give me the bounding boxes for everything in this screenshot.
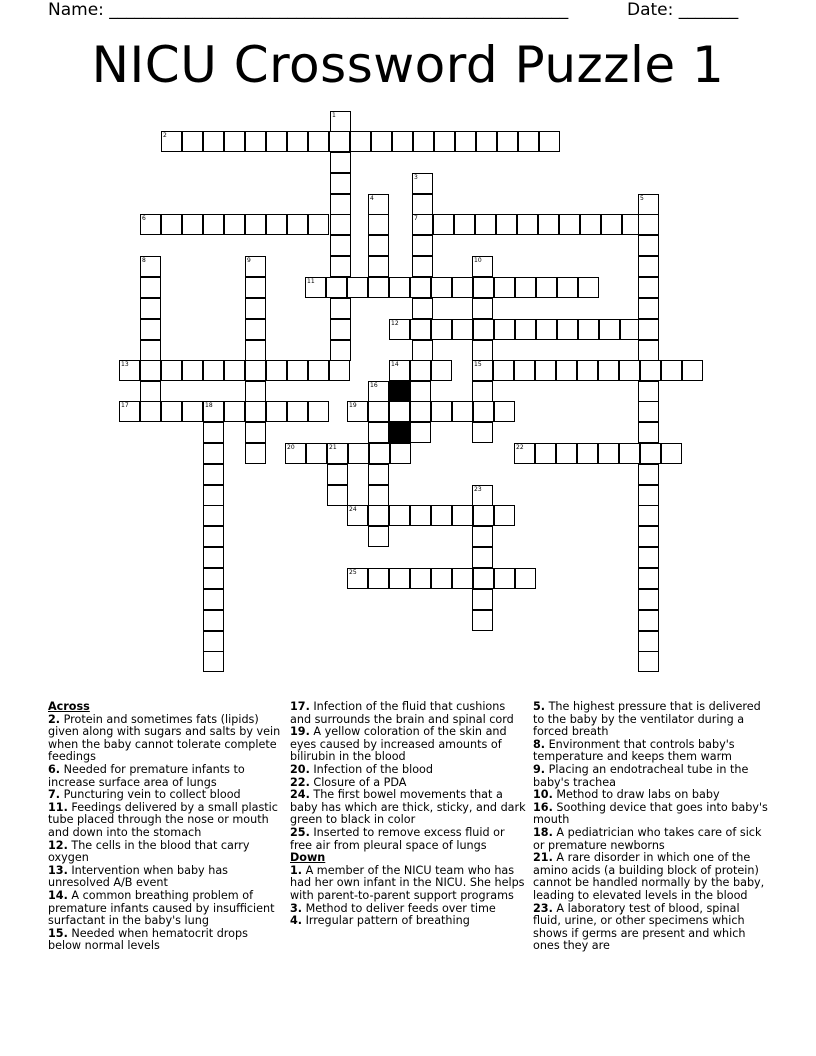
- grid-cell: [638, 298, 659, 319]
- grid-cell: [203, 401, 224, 422]
- grid-cell: [371, 131, 392, 152]
- grid-cell: [410, 360, 431, 381]
- clue-number: 24: [349, 506, 357, 513]
- grid-cell: [389, 319, 410, 340]
- grid-cell: [245, 360, 266, 381]
- grid-cell: [619, 360, 640, 381]
- grid-cell: [638, 256, 659, 277]
- grid-cell: [368, 485, 389, 506]
- grid-cell: [327, 443, 348, 464]
- grid-cell: [598, 360, 619, 381]
- grid-cell: [638, 464, 659, 485]
- grid-cell: [329, 360, 350, 381]
- grid-cell: [140, 319, 161, 340]
- clue-number: 5: [640, 195, 644, 202]
- grid-cell: [536, 319, 557, 340]
- grid-cell: [368, 505, 389, 526]
- down-clue-list-continued: [533, 701, 769, 953]
- grid-cell: [245, 422, 266, 443]
- clue-number: 4: [370, 195, 374, 202]
- grid-cell: [182, 214, 203, 235]
- clue-item: 3. Method to deliver feeds over time: [290, 901, 496, 915]
- grid-cell: [140, 401, 161, 422]
- grid-cell: [410, 401, 431, 422]
- grid-cell: [538, 214, 559, 235]
- grid-cell: [161, 360, 182, 381]
- clue-number: 12: [391, 320, 399, 327]
- clue-item: 20. Infection of the blood: [290, 762, 433, 776]
- grid-cell: [368, 277, 389, 298]
- grid-cell: [410, 277, 431, 298]
- grid-cell: [368, 235, 389, 256]
- grid-cell: [330, 256, 351, 277]
- grid-cell: [517, 214, 538, 235]
- grid-cell: [454, 214, 475, 235]
- grid-cell: [473, 401, 494, 422]
- grid-cell: [330, 214, 351, 235]
- grid-cell: [473, 568, 494, 589]
- clue-item: 9. Placing an endotracheal tube in the baby's trachea: [533, 762, 749, 789]
- grid-cell: [368, 526, 389, 547]
- grid-cell: [245, 340, 266, 361]
- clue-item: 6. Needed for premature infants to increase surface area of lungs: [48, 762, 245, 789]
- grid-cell: [434, 131, 455, 152]
- grid-cell: [580, 214, 601, 235]
- clues-column-2: [290, 701, 526, 928]
- clue-number: 6: [142, 215, 146, 222]
- grid-cell: [245, 381, 266, 402]
- grid-cell: [389, 568, 410, 589]
- grid-cell: [494, 277, 515, 298]
- grid-cell: [245, 401, 266, 422]
- grid-cell: [638, 631, 659, 652]
- clue-item: 14. A common breathing problem of premature infants caused by insufficient surfactant in the baby's lung: [48, 888, 275, 928]
- grid-cell: [224, 214, 245, 235]
- grid-cell: [472, 256, 493, 277]
- grid-cell: [619, 443, 640, 464]
- grid-cell: [638, 194, 659, 215]
- grid-cell: [330, 298, 351, 319]
- grid-cell: [245, 277, 266, 298]
- grid-cell: [497, 131, 518, 152]
- grid-cell: [330, 340, 351, 361]
- grid-cell: [368, 214, 389, 235]
- grid-cell: [536, 277, 557, 298]
- grid-cell: [475, 214, 496, 235]
- grid-cell: [431, 319, 452, 340]
- grid-cell: [638, 568, 659, 589]
- clue-item: 24. The first bowel movements that a baby has which are thick, sticky, and dark green to black in color: [290, 788, 526, 827]
- grid-cell: [539, 131, 560, 152]
- grid-cell: [638, 485, 659, 506]
- grid-cell: [203, 568, 224, 589]
- grid-cell: [140, 360, 161, 381]
- grid-cell: [578, 277, 599, 298]
- clue-item: 8. Environment that controls baby's temperature and keeps them warm: [533, 737, 735, 764]
- grid-cell: [161, 214, 182, 235]
- grid-cell: [203, 610, 224, 631]
- grid-cell: [412, 340, 433, 361]
- grid-cell: [203, 651, 224, 672]
- clue-number: 20: [287, 444, 295, 451]
- grid-cell: [287, 360, 308, 381]
- grid-cell: [557, 319, 578, 340]
- grid-cell: [455, 131, 476, 152]
- grid-cell: [638, 340, 659, 361]
- grid-cell: [496, 214, 517, 235]
- grid-cell: [308, 360, 329, 381]
- clue-number: 15: [474, 361, 482, 368]
- grid-cell: [308, 401, 329, 422]
- clue-number: 3: [414, 174, 418, 181]
- grid-cell: [638, 651, 659, 672]
- across-clue-list-continued: [290, 701, 526, 852]
- grid-cell: [412, 214, 433, 235]
- grid-cell: [330, 173, 351, 194]
- grid-cell: [245, 214, 266, 235]
- date-line: Date: _______: [627, 0, 739, 20]
- grid-cell: [514, 360, 535, 381]
- grid-cell: [431, 360, 452, 381]
- grid-cell: [412, 194, 433, 215]
- grid-cell: [472, 589, 493, 610]
- grid-cell: [638, 319, 659, 340]
- grid-cell: [410, 505, 431, 526]
- grid-cell: [493, 360, 514, 381]
- clue-number: 23: [474, 486, 482, 493]
- clue-number: 9: [247, 257, 251, 264]
- grid-cell: [347, 568, 368, 589]
- clue-item: 21. A rare disorder in which one of the amino acids (a building block of protein) cannot be handled normally by the baby, leading to elevated levels in the blood: [533, 851, 765, 902]
- grid-cell: [245, 131, 266, 152]
- grid-cell: [472, 610, 493, 631]
- grid-cell: [472, 298, 493, 319]
- grid-cell: [203, 526, 224, 547]
- grid-cell: [661, 360, 682, 381]
- grid-cell: [389, 505, 410, 526]
- grid-cell: [287, 214, 308, 235]
- grid-cell: [452, 568, 473, 589]
- grid-cell: [245, 298, 266, 319]
- grid-cell: [245, 319, 266, 340]
- grid-cell: [203, 505, 224, 526]
- grid-cell: [557, 277, 578, 298]
- grid-cell: [203, 485, 224, 506]
- grid-cell: [556, 443, 577, 464]
- grid-cell: [389, 401, 410, 422]
- grid-cell: [203, 214, 224, 235]
- grid-cell: [515, 568, 536, 589]
- grid-cell: [368, 256, 389, 277]
- grid-cell: [410, 319, 431, 340]
- clue-number: 7: [414, 215, 418, 222]
- clue-number: 2: [163, 132, 167, 139]
- grid-cell: [224, 401, 245, 422]
- grid-cell: [203, 631, 224, 652]
- grid-cell: [638, 505, 659, 526]
- grid-cell: [682, 360, 703, 381]
- clue-item: 15. Needed when hematocrit drops below normal levels: [48, 926, 248, 953]
- down-heading: Down: [290, 851, 326, 865]
- grid-cell: [308, 131, 329, 152]
- clue-item: 13. Intervention when baby has unresolved A/B event: [48, 863, 229, 890]
- clue-item: 22. Closure of a PDA: [290, 775, 407, 789]
- grid-cell: [410, 381, 431, 402]
- grid-cell: [559, 214, 580, 235]
- grid-cell: [601, 214, 622, 235]
- grid-cell: [514, 443, 535, 464]
- clue-number: 22: [516, 444, 524, 451]
- clue-item: 5. The highest pressure that is delivered to the baby by the ventilator during a forced breath: [533, 700, 761, 739]
- grid-cell: [638, 547, 659, 568]
- grid-cell: [327, 464, 348, 485]
- clue-item: 2. Protein and sometimes fats (lipids) given along with sugars and salts by vein when the baby cannot tolerate complete feedings: [48, 712, 281, 764]
- grid-cell: [494, 319, 515, 340]
- grid-cell: [599, 319, 620, 340]
- grid-cell: [494, 568, 515, 589]
- grid-cell: [224, 131, 245, 152]
- grid-cell: [140, 340, 161, 361]
- grid-cell: [330, 194, 351, 215]
- grid-cell: [347, 277, 368, 298]
- grid-cell: [515, 277, 536, 298]
- clue-number: 19: [349, 402, 357, 409]
- clue-number: 8: [142, 257, 146, 264]
- grid-cell: [535, 443, 556, 464]
- grid-cell: [369, 443, 390, 464]
- grid-cell: [452, 401, 473, 422]
- clue-number: 11: [307, 278, 315, 285]
- clues-column-1: [48, 701, 284, 953]
- grid-cell: [203, 589, 224, 610]
- grid-cell: [638, 214, 659, 235]
- grid-cell: [224, 360, 245, 381]
- grid-cell: [182, 401, 203, 422]
- grid-cell: [472, 526, 493, 547]
- grid-cell: [368, 194, 389, 215]
- grid-cell: [577, 443, 598, 464]
- across-heading: Across: [48, 700, 90, 713]
- grid-cell: [638, 277, 659, 298]
- clue-item: 1. A member of the NICU team who has had her own infant in the NICU. She helps with parent-to-parent support programs: [290, 863, 525, 902]
- grid-cell: [266, 360, 287, 381]
- grid-cell: [266, 131, 287, 152]
- grid-cell: [638, 381, 659, 402]
- grid-cell: [266, 214, 287, 235]
- grid-cell: [472, 340, 493, 361]
- grid-cell: [161, 401, 182, 422]
- grid-cell: [412, 298, 433, 319]
- clue-number: 18: [205, 402, 213, 409]
- clue-item: 10. Method to draw labs on baby: [533, 788, 720, 802]
- clue-item: 18. A pediatrician who takes care of sick or premature newborns: [533, 825, 762, 852]
- grid-cell: [638, 401, 659, 422]
- clue-number: 10: [474, 257, 482, 264]
- name-line: Name: ______________________________________________________: [48, 0, 569, 20]
- grid-cell: [203, 422, 224, 443]
- clue-number: 14: [391, 361, 399, 368]
- grid-cell: [431, 401, 452, 422]
- clue-item: 16. Soothing device that goes into baby's mouth: [533, 800, 768, 827]
- grid-cell: [330, 111, 351, 132]
- clue-item: 11. Feedings delivered by a small plastic tube placed through the nose or mouth and down into the stomach: [48, 800, 278, 839]
- clue-item: 19. A yellow coloration of the skin and eyes caused by increased amounts of bilirubin in the blood: [290, 725, 507, 764]
- grid-cell: [305, 277, 326, 298]
- grid-cell: [472, 422, 493, 443]
- clue-number: 1: [332, 112, 336, 119]
- grid-cell: [515, 319, 536, 340]
- grid-cell: [140, 277, 161, 298]
- grid-cell: [389, 360, 410, 381]
- grid-cell: [329, 131, 350, 152]
- grid-cell: [431, 568, 452, 589]
- grid-cell: [638, 235, 659, 256]
- grid-cell: [140, 381, 161, 402]
- clue-item: 25. Inserted to remove excess fluid or free air from pleural space of lungs: [290, 825, 505, 852]
- grid-cell: [640, 360, 661, 381]
- grid-cell: [535, 360, 556, 381]
- grid-cell: [494, 401, 515, 422]
- grid-cell: [140, 256, 161, 277]
- grid-cell: [245, 443, 266, 464]
- clue-number: 25: [349, 569, 357, 576]
- grid-cell: [452, 277, 473, 298]
- grid-cell: [203, 131, 224, 152]
- grid-cell: [347, 505, 368, 526]
- grid-cell: [348, 443, 369, 464]
- grid-cell: [330, 319, 351, 340]
- grid-cell: [203, 443, 224, 464]
- grid-cell: [410, 422, 431, 443]
- grid-cell: [266, 401, 287, 422]
- grid-cell: [390, 443, 411, 464]
- grid-cell: [431, 277, 452, 298]
- grid-cell: [410, 568, 431, 589]
- grid-cell: [368, 568, 389, 589]
- grid-cell: [661, 443, 682, 464]
- page-title: NICU Crossword Puzzle 1: [91, 36, 725, 94]
- grid-cell: [285, 443, 306, 464]
- grid-cell: [577, 360, 598, 381]
- grid-cell: [452, 319, 473, 340]
- grid-cell: [472, 360, 493, 381]
- grid-cell: [306, 443, 327, 464]
- grid-cell: [412, 235, 433, 256]
- grid-cell: [119, 401, 140, 422]
- grid-cell: [472, 381, 493, 402]
- grid-cell: [556, 360, 577, 381]
- grid-cell: [431, 505, 452, 526]
- across-clue-list: [48, 714, 284, 953]
- black-cell: [389, 381, 410, 402]
- grid-cell: [308, 214, 329, 235]
- grid-cell: [203, 547, 224, 568]
- clue-item: 23. A laboratory test of blood, spinal fluid, urine, or other specimens which shows if germs are present and which ones they are: [533, 901, 746, 953]
- clue-item: 17. Infection of the fluid that cushions and surrounds the brain and spinal cord: [290, 700, 514, 726]
- grid-cell: [389, 277, 410, 298]
- grid-cell: [472, 547, 493, 568]
- grid-cell: [412, 256, 433, 277]
- clue-item: 12. The cells in the blood that carry oxygen: [48, 838, 250, 865]
- grid-cell: [203, 360, 224, 381]
- grid-cell: [245, 256, 266, 277]
- clues-column-3: [533, 701, 769, 953]
- grid-cell: [472, 485, 493, 506]
- grid-cell: [518, 131, 539, 152]
- grid-cell: [638, 589, 659, 610]
- grid-cell: [119, 360, 140, 381]
- clue-number: 17: [121, 402, 129, 409]
- grid-cell: [182, 131, 203, 152]
- clue-item: 4. Irregular pattern of breathing: [290, 914, 470, 928]
- grid-cell: [368, 401, 389, 422]
- grid-cell: [161, 131, 182, 152]
- grid-cell: [638, 610, 659, 631]
- clue-number: 16: [370, 382, 378, 389]
- grid-cell: [640, 443, 661, 464]
- clue-number: 21: [329, 444, 337, 451]
- grid-cell: [330, 235, 351, 256]
- grid-cell: [182, 360, 203, 381]
- grid-cell: [433, 214, 454, 235]
- grid-cell: [413, 131, 434, 152]
- grid-cell: [598, 443, 619, 464]
- grid-cell: [287, 131, 308, 152]
- grid-cell: [287, 401, 308, 422]
- clue-number: 13: [121, 361, 129, 368]
- grid-cell: [330, 152, 351, 173]
- down-clue-list: [290, 865, 526, 928]
- grid-cell: [473, 319, 494, 340]
- grid-cell: [473, 277, 494, 298]
- grid-cell: [638, 422, 659, 443]
- grid-cell: [638, 526, 659, 547]
- clue-item: 7. Puncturing vein to collect blood: [48, 788, 241, 802]
- grid-cell: [326, 277, 347, 298]
- grid-cell: [203, 464, 224, 485]
- grid-cell: [327, 485, 348, 506]
- grid-cell: [452, 505, 473, 526]
- grid-cell: [140, 298, 161, 319]
- black-cell: [389, 422, 410, 443]
- grid-cell: [368, 464, 389, 485]
- grid-cell: [347, 401, 368, 422]
- grid-cell: [368, 381, 389, 402]
- grid-cell: [578, 319, 599, 340]
- grid-cell: [494, 505, 515, 526]
- grid-cell: [392, 131, 413, 152]
- grid-cell: [368, 422, 389, 443]
- grid-cell: [476, 131, 497, 152]
- grid-cell: [350, 131, 371, 152]
- grid-cell: [140, 214, 161, 235]
- grid-cell: [412, 173, 433, 194]
- grid-cell: [473, 505, 494, 526]
